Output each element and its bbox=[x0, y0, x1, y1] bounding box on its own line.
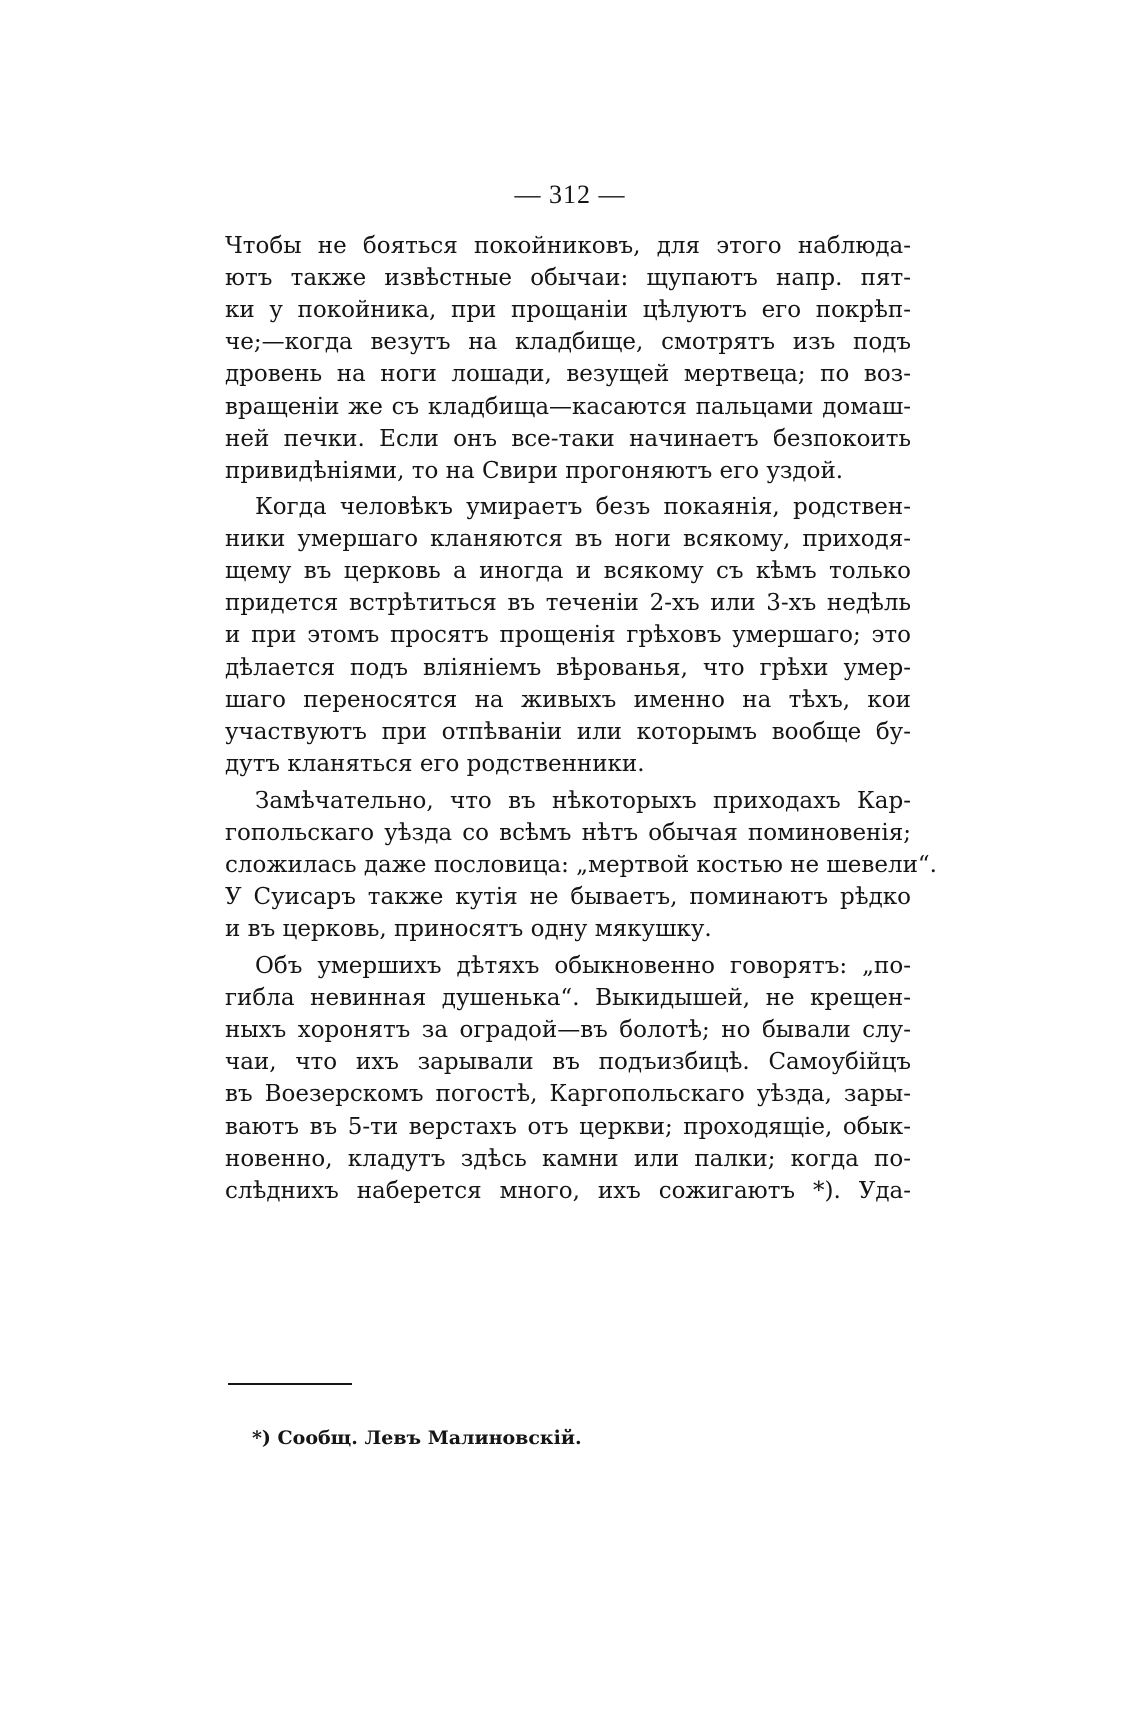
text-line: Замѣчательно, что въ нѣкоторыхъ приходахъ Кар- bbox=[255, 788, 911, 814]
text-line: ютъ также извѣстные обычаи: щупаютъ напр. пят- bbox=[225, 265, 911, 291]
text-line: въ Воезерскомъ погостѣ, Каргопольскаго уѣзда, зары- bbox=[225, 1081, 911, 1107]
footnote: *) Сообщ. Левъ Малиновскій. bbox=[252, 1427, 582, 1449]
text-line: гопольскаго уѣзда со всѣмъ нѣтъ обычая поминовенія; bbox=[225, 820, 911, 846]
text-line: сложилась даже пословица: „мертвой костью не шевели“. bbox=[225, 852, 937, 878]
text-line: гибла невинная душенька“. Выкидышей, не крещен- bbox=[225, 985, 911, 1011]
text-line: Чтобы не бояться покойниковъ, для этого наблюда- bbox=[225, 233, 911, 259]
text-line: новенно, кладутъ здѣсь камни или палки; когда по- bbox=[225, 1146, 911, 1172]
page-number: — 312 — bbox=[514, 180, 626, 209]
text-line: шаго переносятся на живыхъ именно на тѣхъ, кои bbox=[225, 687, 911, 713]
text-line: дутъ кланяться его родственники. bbox=[225, 751, 645, 777]
text-line: придется встрѣтиться въ теченіи 2-хъ или 3-хъ недѣль bbox=[225, 590, 911, 616]
text-line: чаи, что ихъ зарывали въ подъизбицѣ. Самоубійцъ bbox=[225, 1049, 911, 1075]
text-line: ней печки. Если онъ все-таки начинаетъ безпокоить bbox=[225, 426, 911, 452]
text-line: че;—когда везутъ на кладбище, смотрятъ изъ подъ bbox=[225, 329, 911, 355]
text-line: ваютъ въ 5-ти верстахъ отъ церкви; проходящіе, обык- bbox=[225, 1114, 911, 1140]
text-line: ки у покойника, при прощаніи цѣлуютъ его покрѣп- bbox=[225, 297, 911, 323]
text-line: и при этомъ просятъ прощенія грѣховъ умершаго; это bbox=[225, 622, 911, 648]
text-line: дровень на ноги лошади, везущей мертвеца; по воз- bbox=[225, 361, 911, 387]
text-line: участвуютъ при отпѣваніи или которымъ вообще бу- bbox=[225, 719, 911, 745]
text-line: ныхъ хоронятъ за оградой—въ болотѣ; но бывали слу- bbox=[225, 1017, 911, 1043]
text-line: вращеніи же съ кладбища—касаются пальцами домаш- bbox=[225, 394, 911, 420]
footnote-divider bbox=[228, 1383, 352, 1385]
text-line: ники умершаго кланяются въ ноги всякому, приходя- bbox=[225, 526, 911, 552]
text-line: Когда человѣкъ умираетъ безъ покаянія, родствен- bbox=[255, 494, 911, 520]
text-line: и въ церковь, приносятъ одну мякушку. bbox=[225, 916, 712, 942]
text-line: слѣднихъ наберется много, ихъ сожигаютъ *). Уда- bbox=[225, 1178, 911, 1204]
text-line: дѣлается подъ вліяніемъ вѣрованья, что грѣхи умер- bbox=[225, 655, 911, 681]
text-line: У Суисаръ также кутія не бываетъ, поминаютъ рѣдко bbox=[225, 884, 911, 910]
text-line: щему въ церковь а иногда и всякому съ кѣмъ только bbox=[225, 558, 911, 584]
text-line: Объ умершихъ дѣтяхъ обыкновенно говорятъ: „по- bbox=[255, 953, 911, 979]
text-line: привидѣніями, то на Свири прогоняютъ его уздой. bbox=[225, 458, 844, 484]
